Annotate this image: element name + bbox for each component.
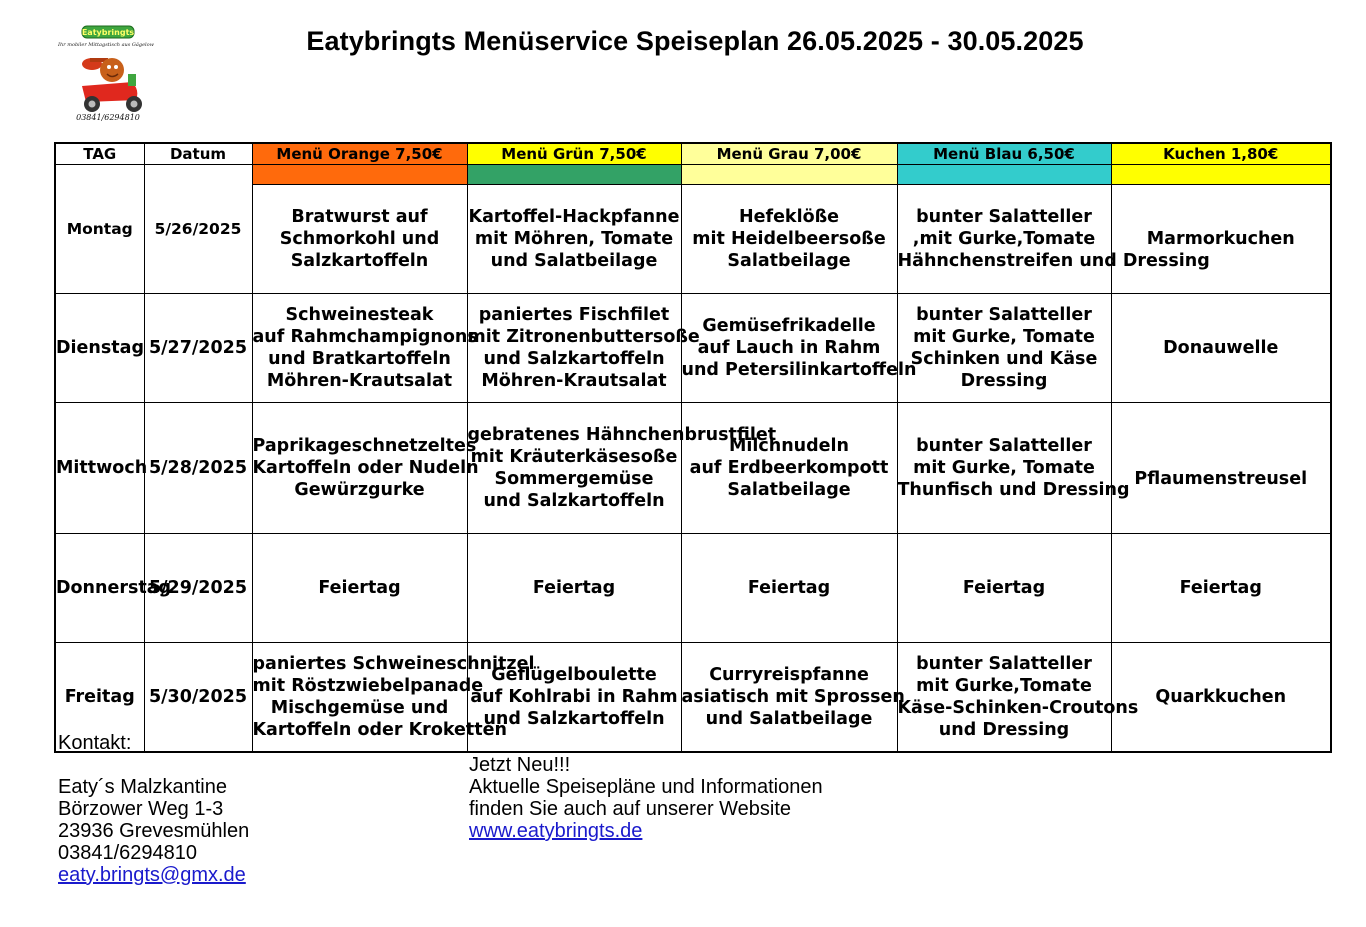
- menu-cell-grau: [681, 294, 917, 403]
- dish-line: Thunfisch und Dressing: [897, 480, 1130, 500]
- menu-cell-kuchen: [1111, 294, 1331, 403]
- holiday-label: Feiertag: [962, 578, 1046, 598]
- dish-line: Hähnchenstreifen und Dressing: [897, 251, 1210, 271]
- menu-cell-grau: [681, 403, 897, 534]
- dish-line: Milchnudeln: [728, 436, 849, 456]
- dish-line: und Salzkartoffeln: [483, 349, 665, 369]
- dish-line: mit Möhren, Tomate: [474, 229, 674, 249]
- dish-line: bunter Salatteller: [916, 305, 1092, 325]
- website-link[interactable]: www.eatybringts.de: [469, 820, 643, 842]
- dish-line: und Salatbeilage: [490, 251, 658, 271]
- dish-line: paniertes Fischfilet: [478, 305, 670, 325]
- header-kuchen: Kuchen 1,80€: [1111, 143, 1331, 165]
- page-title: Eatybringts Menüservice Speiseplan 26.05.2025 - 30.05.2025: [306, 26, 1084, 56]
- menu-table: [54, 142, 1332, 753]
- contact-heading: Kontakt:: [58, 732, 132, 754]
- menu-cell-gruen: [467, 403, 777, 534]
- color-swatch-yellow: [1111, 165, 1331, 185]
- menu-cell-kuchen: [1111, 403, 1331, 534]
- dish-line: Mischgemüse und: [270, 698, 449, 718]
- menu-cell-orange: [252, 294, 478, 403]
- header-row: [55, 143, 1331, 165]
- color-swatch-teal: [897, 165, 1111, 185]
- menu-cell-kuchen: [1111, 643, 1331, 753]
- menu-cell-kuchen: [1111, 534, 1331, 643]
- holiday-label: Feiertag: [532, 578, 616, 598]
- table-row: [55, 534, 1331, 643]
- menu-cell-grau: [681, 185, 897, 294]
- dish-line: auf Kohlrabi in Rahm: [470, 687, 678, 707]
- dish-line: mit Röstzwiebelpanade: [252, 676, 484, 696]
- dish-line: asiatisch mit Sprossen: [681, 687, 905, 707]
- dish-line: und Salatbeilage: [705, 709, 873, 729]
- dish-line: bunter Salatteller: [916, 436, 1092, 456]
- contact-phone: 03841/6294810: [58, 842, 198, 864]
- table-row: [55, 403, 1331, 534]
- day-label: Dienstag: [55, 294, 144, 403]
- holiday-label: Feiertag: [1179, 578, 1262, 598]
- scooter-mascot-icon: [52, 24, 160, 124]
- table-row: [55, 294, 1331, 403]
- menu-cell-gruen: [467, 185, 681, 294]
- color-swatch-green: [467, 165, 681, 185]
- cake-name: Donauwelle: [1163, 338, 1279, 358]
- contact-block: [58, 732, 249, 886]
- day-label: Montag: [55, 165, 144, 294]
- day-date: 5/30/2025: [144, 643, 252, 753]
- news-block: [469, 754, 823, 842]
- dish-line: Kartoffel-Hackpfanne: [468, 207, 680, 227]
- dish-line: Gewürzgurke: [294, 480, 425, 500]
- cake-name: Quarkkuchen: [1155, 687, 1287, 707]
- dish-line: ,mit Gurke,Tomate: [912, 229, 1096, 249]
- cake-name: Marmorkuchen: [1146, 229, 1295, 249]
- dish-line: Möhren-Krautsalat: [266, 371, 453, 391]
- color-strip-row: [55, 165, 1331, 185]
- dish-line: Paprikageschnetzeltes: [252, 436, 477, 456]
- dish-line: mit Gurke, Tomate: [913, 458, 1095, 478]
- menu-cell-orange: [252, 534, 467, 643]
- dish-line: Gemüsefrikadelle: [702, 316, 876, 336]
- dish-line: Käse-Schinken-Croutons: [897, 698, 1139, 718]
- menu-cell-orange: [252, 185, 467, 294]
- logo-brand: Eatybringts: [81, 28, 135, 37]
- menu-cell-blau: [897, 643, 1139, 753]
- dish-line: Dressing: [960, 371, 1048, 391]
- day-date: 5/29/2025: [144, 534, 252, 643]
- dish-line: und Petersilinkartoffeln: [681, 360, 917, 380]
- contact-name: Eaty´s Malzkantine: [58, 776, 227, 798]
- header-menu-gruen: Menü Grün 7,50€: [467, 143, 681, 165]
- holiday-label: Feiertag: [747, 578, 831, 598]
- news-line1: Jetzt Neu!!!: [469, 754, 571, 776]
- holiday-label: Feiertag: [318, 578, 401, 598]
- day-label: Freitag: [55, 643, 144, 753]
- dish-line: Geflügelboulette: [491, 665, 657, 685]
- day-date: 5/27/2025: [144, 294, 252, 403]
- news-line2: Aktuelle Speisepläne und Informationen: [469, 776, 823, 798]
- contact-email-link[interactable]: eaty.bringts@gmx.de: [58, 864, 246, 886]
- dish-line: Möhren-Krautsalat: [481, 371, 667, 391]
- dish-line: auf Lauch in Rahm: [697, 338, 881, 358]
- dish-line: Schinken und Käse: [910, 349, 1098, 369]
- menu-cell-blau: [897, 294, 1111, 403]
- logo: [52, 24, 160, 124]
- dish-line: Salatbeilage: [727, 480, 851, 500]
- day-label: Donnerstag: [55, 534, 144, 643]
- header-menu-blau: Menü Blau 6,50€: [897, 143, 1111, 165]
- cake-name: Pflaumenstreusel: [1134, 469, 1308, 489]
- dish-line: Salzkartoffeln: [290, 251, 429, 271]
- dish-line: gebratenes Hähnchenbrustfilet: [467, 425, 777, 445]
- contact-city: 23936 Grevesmühlen: [58, 820, 250, 842]
- dish-line: Salatbeilage: [727, 251, 851, 271]
- menu-cell-grau: [681, 534, 897, 643]
- dish-line: paniertes Schweineschnitzel: [252, 654, 535, 674]
- menu-cell-grau: [681, 643, 905, 753]
- dish-line: und Salzkartoffeln: [483, 491, 665, 511]
- dish-line: Kartoffeln oder Nudeln: [252, 458, 479, 478]
- dish-line: Curryreispfanne: [709, 665, 869, 685]
- menu-cell-kuchen: [1111, 185, 1331, 294]
- menu-cell-gruen: [467, 294, 700, 403]
- color-swatch-orange: [252, 165, 467, 185]
- logo-tagline: Ihr mobiler Mittagstisch aus Gägelow: [58, 42, 154, 48]
- contact-street: Börzower Weg 1-3: [58, 798, 224, 820]
- dish-line: mit Gurke,Tomate: [916, 676, 1092, 696]
- dish-line: und Bratkartoffeln: [268, 349, 451, 369]
- day-date: 5/26/2025: [144, 165, 252, 294]
- dish-line: mit Heidelbeersoße: [692, 229, 886, 249]
- menu-cell-orange: [252, 643, 535, 753]
- dish-line: bunter Salatteller: [916, 654, 1092, 674]
- dish-line: auf Rahmchampignons: [252, 327, 478, 347]
- dish-line: bunter Salatteller: [916, 207, 1092, 227]
- dish-line: mit Zitronenbuttersoße: [467, 327, 700, 347]
- dish-line: Schweinesteak: [285, 305, 434, 325]
- menu-cell-blau: [897, 185, 1210, 294]
- news-line3: finden Sie auch auf unserer Website: [469, 798, 792, 820]
- dish-line: Bratwurst auf: [291, 207, 428, 227]
- dish-line: Sommergemüse: [494, 469, 654, 489]
- header-menu-grau: Menü Grau 7,00€: [681, 143, 897, 165]
- color-swatch-paleyellow: [681, 165, 897, 185]
- dish-line: und Salzkartoffeln: [483, 709, 665, 729]
- header-menu-orange: Menü Orange 7,50€: [252, 143, 467, 165]
- dish-line: und Dressing: [938, 720, 1070, 740]
- header-tag: TAG: [55, 143, 144, 165]
- header-datum: Datum: [144, 143, 252, 165]
- menu-cell-gruen: [467, 534, 681, 643]
- day-label: Mittwoch: [55, 403, 144, 534]
- logo-phone: 03841/6294810: [76, 113, 140, 122]
- dish-line: Schmorkohl und: [279, 229, 440, 249]
- dish-line: Hefeklöße: [738, 207, 840, 227]
- dish-line: auf Erdbeerkompott: [689, 458, 889, 478]
- menu-cell-blau: [897, 403, 1130, 534]
- day-date: 5/28/2025: [144, 403, 252, 534]
- dish-line: mit Kräuterkäsesoße: [470, 447, 678, 467]
- menu-cell-orange: [252, 403, 479, 534]
- dish-line: Kartoffeln oder Kroketten: [252, 720, 507, 740]
- menu-cell-blau: [897, 534, 1111, 643]
- dish-line: mit Gurke, Tomate: [913, 327, 1095, 347]
